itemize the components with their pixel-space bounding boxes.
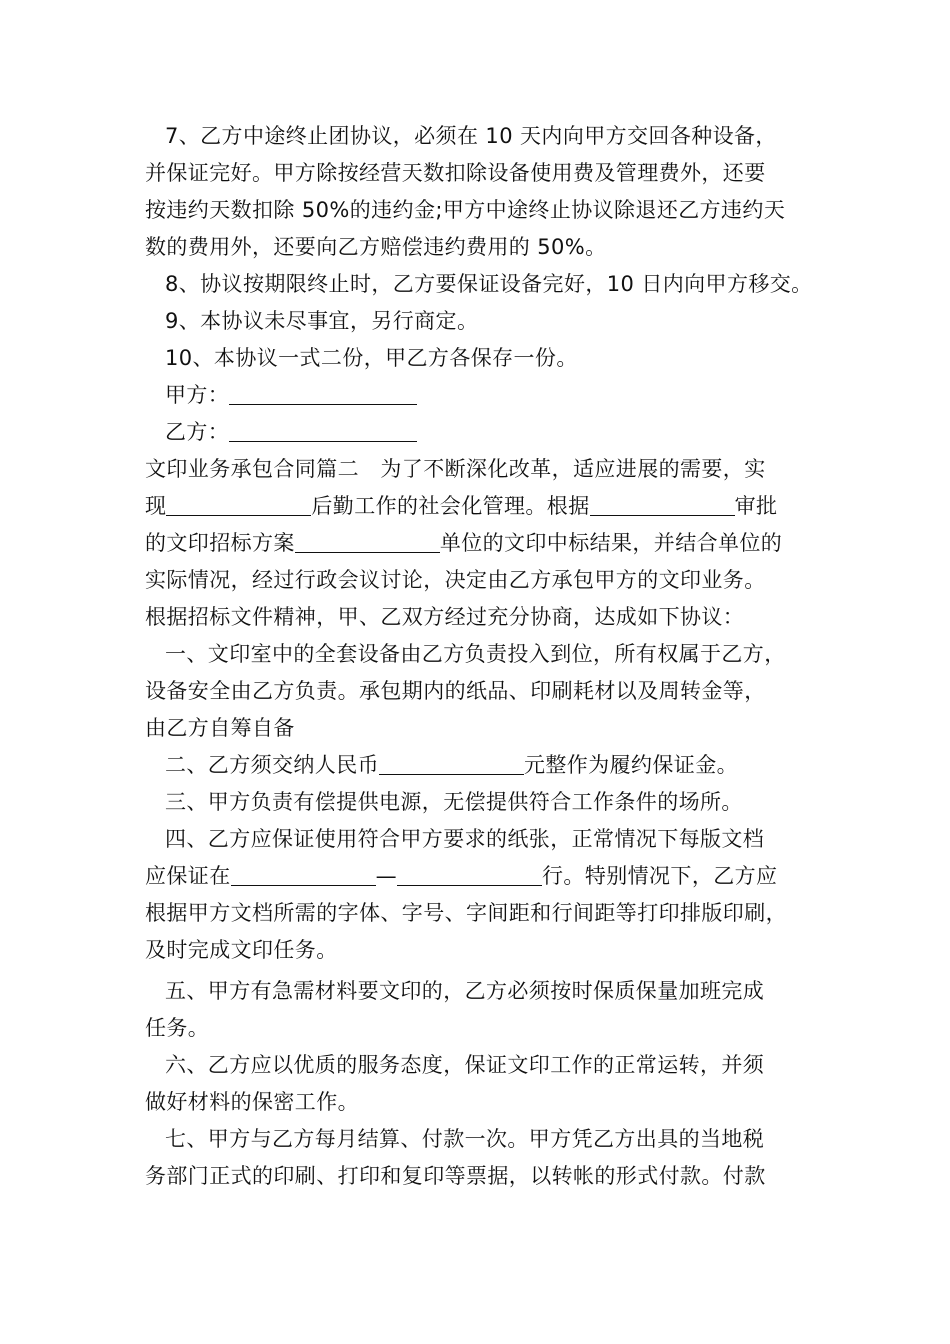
paragraph-line: 7、乙方中途终止团协议，必须在 10 天内向甲方交回各种设备， [165, 124, 777, 148]
paragraph-line: 务部门正式的印刷、打印和复印等票据，以转帐的形式付款。付款 [145, 1164, 766, 1188]
paragraph-line [145, 858, 777, 895]
paragraph-line: 三、甲方负责有偿提供电源，无偿提供符合工作条件的场所。 [165, 790, 743, 814]
party-b-label: 乙方： [165, 420, 230, 444]
text-span: 元整作为履约保证金。 [524, 753, 738, 777]
paragraph-line: 9、本协议未尽事宜，另行商定。 [165, 309, 479, 333]
fill-blank [166, 493, 311, 516]
fill-blank [231, 863, 376, 886]
signature-blank [229, 382, 417, 405]
dash-separator: — [375, 864, 398, 888]
text-span: 审批 [734, 494, 778, 518]
party-a-signature-line [165, 377, 417, 414]
paragraph-line: 10、本协议一式二份，甲乙方各保存一份。 [165, 346, 578, 370]
paragraph-line: 六、乙方应以优质的服务态度，保证文印工作的正常运转，并须 [165, 1053, 765, 1077]
text-span: 的文印招标方案 [145, 531, 295, 555]
paragraph-line [145, 488, 777, 525]
paragraph-line: 实际情况，经过行政会议讨论，决定由乙方承包甲方的文印业务。 [145, 568, 766, 592]
fill-blank [590, 493, 735, 516]
section-heading-line: 文印业务承包合同篇二 为了不断深化改革，适应进展的需要，实 [145, 457, 766, 481]
text-span: 行。特别情况下，乙方应 [542, 864, 778, 888]
paragraph-line: 做好材料的保密工作。 [145, 1090, 359, 1114]
party-a-label: 甲方： [165, 383, 230, 407]
paragraph-line: 一、文印室中的全套设备由乙方负责投入到位，所有权属于乙方， [165, 642, 786, 666]
fill-blank [295, 530, 440, 553]
paragraph-line: 设备安全由乙方负责。承包期内的纸品、印刷耗材以及周转金等， [145, 679, 766, 703]
paragraph-line: 并保证完好。甲方除按经营天数扣除设备使用费及管理费外，还要 [145, 161, 766, 185]
paragraph-line: 数的费用外，还要向乙方赔偿违约费用的 50%。 [145, 235, 607, 259]
paragraph-line: 四、乙方应保证使用符合甲方要求的纸张，正常情况下每版文档 [165, 827, 765, 851]
paragraph-line: 8、协议按期限终止时，乙方要保证设备完好，10 日内向甲方移交。 [165, 272, 813, 296]
paragraph-line: 七、甲方与乙方每月结算、付款一次。甲方凭乙方出具的当地税 [165, 1127, 765, 1151]
text-span: 单位的文印中标结果，并结合单位的 [439, 531, 783, 555]
paragraph-line: 根据甲方文档所需的字体、字号、字间距和行间距等打印排版印刷， [145, 901, 787, 925]
text-span: 二、乙方须交纳人民币 [165, 753, 379, 777]
paragraph-line: 根据招标文件精神，甲、乙双方经过充分协商，达成如下协议： [145, 605, 745, 629]
text-span: 现 [145, 494, 167, 518]
paragraph-line [145, 525, 782, 562]
paragraph-line: 及时完成文印任务。 [145, 938, 338, 962]
paragraph-line: 按违约天数扣除 50%的违约金;甲方中途终止协议除退还乙方违约天 [145, 198, 786, 222]
paragraph-line: 五、甲方有急需材料要文印的，乙方必须按时保质保量加班完成 [165, 979, 765, 1003]
signature-blank [229, 419, 417, 442]
text-span: 后勤工作的社会化管理。根据 [311, 494, 590, 518]
party-b-signature-line [165, 414, 417, 451]
fill-blank [379, 752, 524, 775]
text-span: 应保证在 [145, 864, 231, 888]
paragraph-line: 由乙方自筹自备 [145, 716, 295, 740]
fill-blank [397, 863, 542, 886]
paragraph-line [165, 747, 738, 784]
paragraph-line: 任务。 [145, 1016, 210, 1040]
